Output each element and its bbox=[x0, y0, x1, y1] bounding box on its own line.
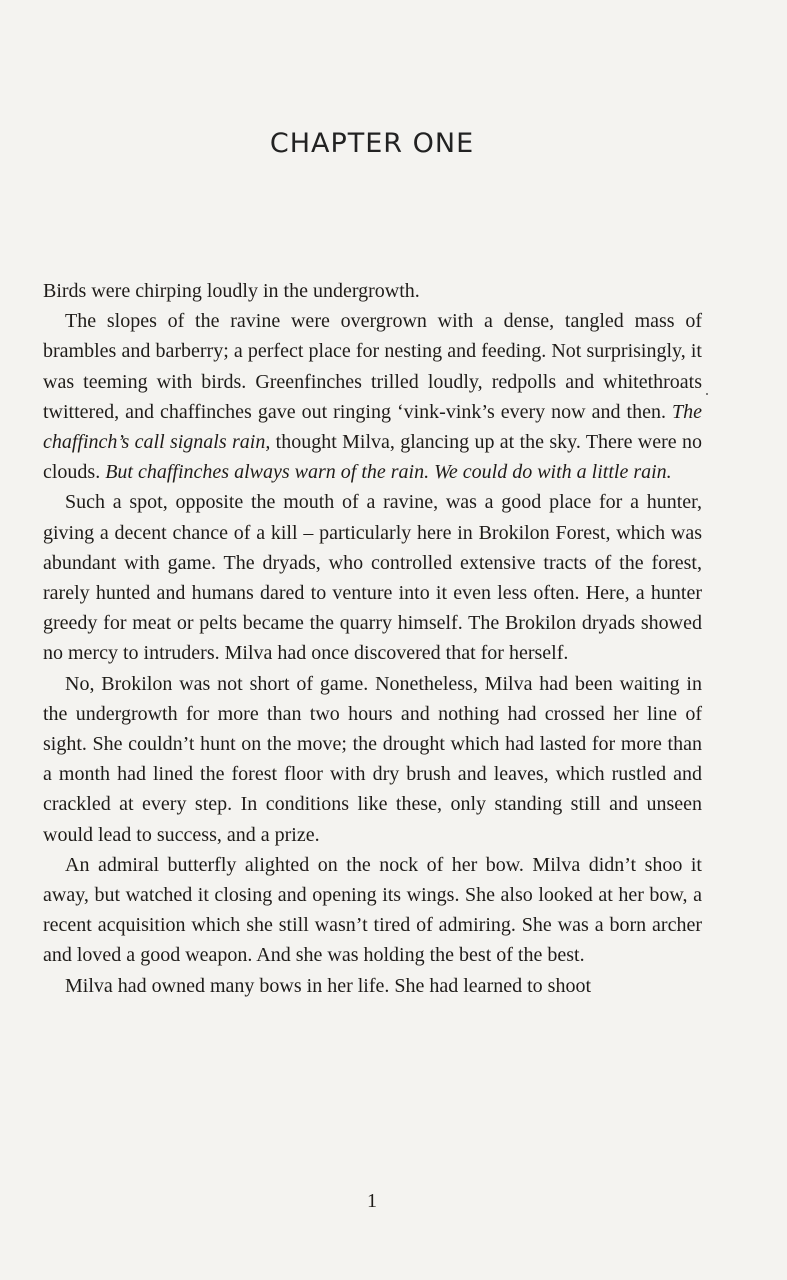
paragraph-italic-text: The chaffinch’s call signals rain, bbox=[43, 400, 702, 454]
paragraph-1 bbox=[43, 276, 702, 306]
paragraph-text: Birds were chirping loudly in the undergrowth. bbox=[43, 280, 420, 302]
paragraph-4 bbox=[43, 669, 702, 850]
scan-speck bbox=[706, 393, 708, 395]
chapter-title: CHAPTER ONE bbox=[269, 128, 475, 159]
paragraph-5 bbox=[43, 850, 702, 971]
paragraph-italic-text: But chaffinches always warn of the rain. We could do with a little rain. bbox=[105, 461, 672, 484]
paragraph-3 bbox=[43, 487, 702, 668]
chapter-body bbox=[43, 276, 702, 1001]
paragraph-text: The slopes of the ravine were overgrown with a dense, tangled mass of brambles and barberry; a perfect place for nesting and feeding. Not surprisingly, it was teeming with birds. Greenfinches trilled loudly, redpolls and whitethroats twittered, and chaffinches gave out ringing ‘vink-vink’s every now and then. bbox=[43, 310, 702, 423]
paragraph-2 bbox=[43, 306, 702, 487]
paragraph-text: Such a spot, opposite the mouth of a ravine, was a good place for a hunter, giving a decent chance of a kill – particularly here in Brokilon Forest, which was abundant with game. The dryads, who controlled extensive tracts of the forest, rarely hunted and humans dared to venture into it even less often. Here, a hunter greedy for meat or pelts became the quarry himself. The Brokilon dryads showed no mercy to intruders. Milva had once discovered that for herself. bbox=[43, 491, 702, 665]
paragraph-text: An admiral butterfly alighted on the nock of her bow. Milva didn’t shoo it away, but watched it closing and opening its wings. She also looked at her bow, a recent acquisition which she still wasn’t tired of admiring. She was a born archer and loved a good weapon. And she was holding the best of the best. bbox=[43, 853, 702, 967]
page-number: 1 bbox=[367, 1190, 377, 1212]
paragraph-text: No, Brokilon was not short of game. Nonetheless, Milva had been waiting in the undergrowth for more than two hours and nothing had crossed her line of sight. She couldn’t hunt on the move; the drought which had lasted for more than a month had lined the forest floor with dry brush and leaves, which rustled and crackled at every step. In conditions like these, only standing still and unseen would lead to success, and a prize. bbox=[43, 672, 702, 846]
paragraph-text: Milva had owned many bows in her life. She had learned to shoot bbox=[65, 974, 591, 997]
paragraph-6 bbox=[43, 971, 702, 1001]
paragraph-text: thought Milva, glancing up at the sky. There were no clouds. bbox=[43, 431, 702, 484]
